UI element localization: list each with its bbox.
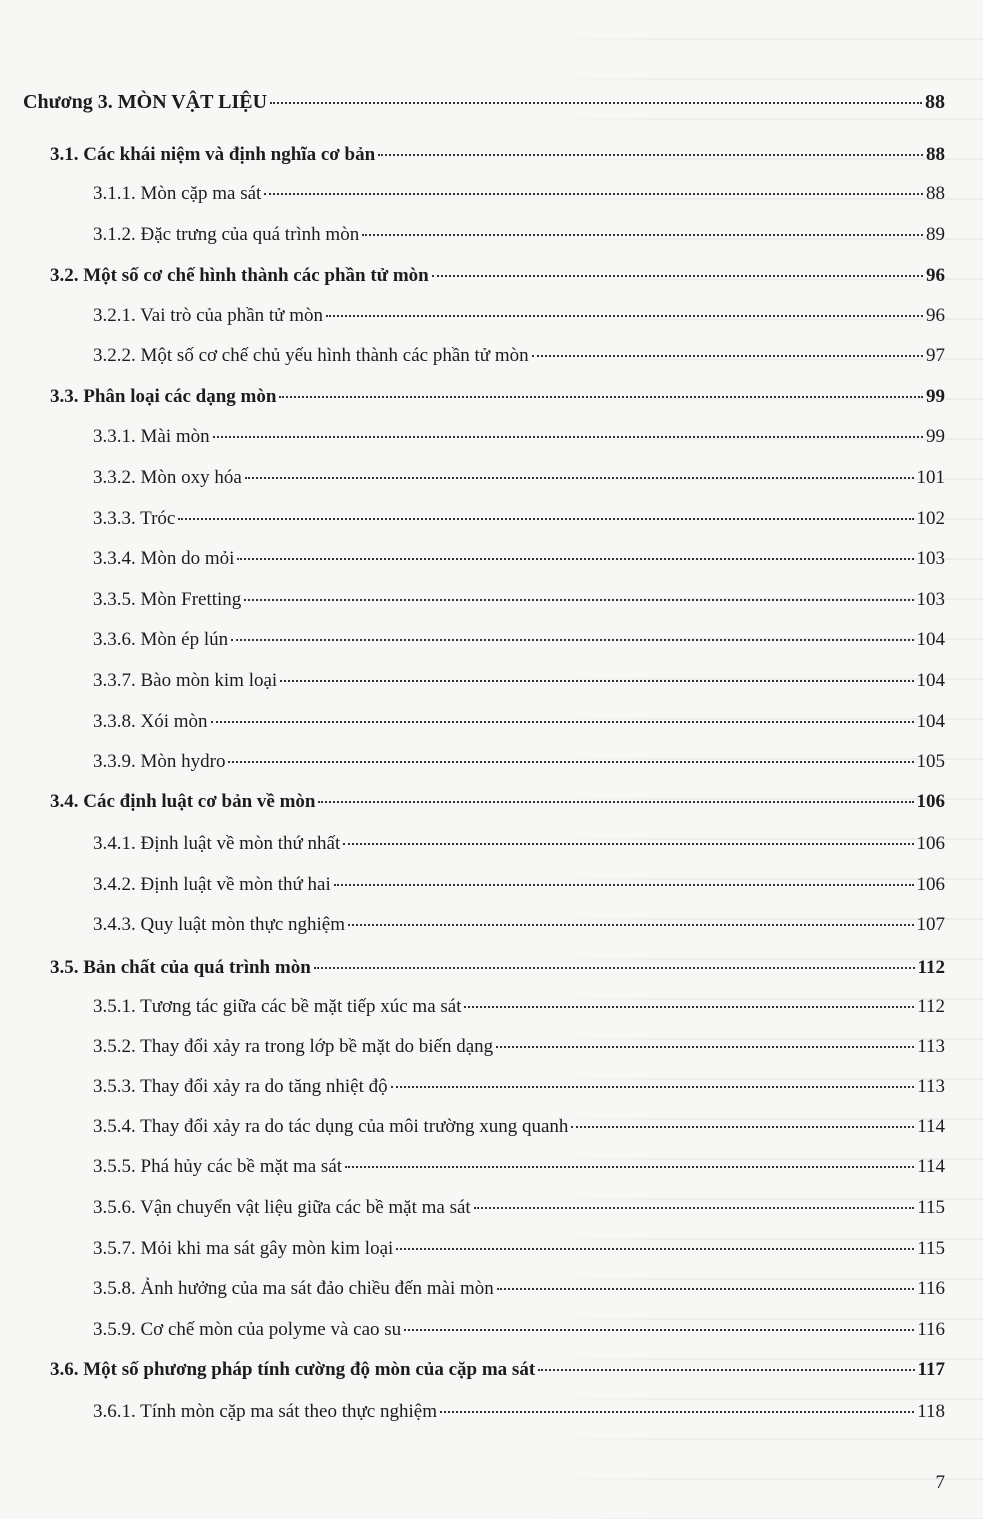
toc-entry: [50, 956, 945, 980]
dot-leader: [178, 518, 913, 520]
toc-entry: [93, 750, 945, 774]
dot-leader: [538, 1369, 914, 1371]
toc-title: 3.3. Phân loại các dạng mòn: [50, 386, 277, 407]
toc-entry: [23, 90, 945, 114]
toc-page: 117: [917, 1359, 945, 1380]
toc-entry: [93, 588, 945, 612]
toc-title: 3.3.1. Mài mòn: [93, 426, 210, 447]
toc-entry: [50, 1358, 945, 1382]
toc-page: 104: [916, 629, 945, 650]
toc-entry: [93, 1155, 945, 1179]
toc-page: 88: [925, 91, 945, 113]
toc-page: 106: [916, 874, 945, 895]
toc-entry: [93, 547, 945, 571]
toc-page: 104: [916, 670, 945, 691]
toc-entry: [93, 1400, 945, 1424]
dot-leader: [245, 477, 914, 479]
toc-page: 106: [916, 791, 945, 812]
toc-title: 3.3.3. Tróc: [93, 508, 176, 529]
toc-entry: [93, 344, 945, 368]
toc-page: 88: [926, 144, 945, 165]
toc-page: 112: [917, 957, 945, 978]
dot-leader: [318, 801, 913, 803]
toc-page: 114: [917, 1156, 945, 1177]
toc-title: 3.1.2. Đặc trưng của quá trình mòn: [93, 224, 360, 245]
toc-title: 3.3.5. Mòn Fretting: [93, 589, 242, 610]
toc-page: 115: [917, 1238, 945, 1259]
toc-title: 3.2.1. Vai trò của phần tử mòn: [93, 305, 323, 326]
toc-title: Chương 3. MÒN VẬT LIỆU: [23, 91, 268, 113]
dot-leader: [228, 761, 913, 763]
dot-leader: [326, 315, 923, 317]
toc-title: 3.5.1. Tương tác giữa các bề mặt tiếp xúc ma sát: [93, 996, 462, 1017]
toc-title: 3.3.8. Xói mòn: [93, 711, 208, 732]
toc-title: 3.5.6. Vận chuyển vật liệu giữa các bề mặt ma sát: [93, 1197, 471, 1218]
dot-leader: [497, 1288, 914, 1290]
toc-entry: [93, 1277, 945, 1301]
toc-title: 3.2.2. Một số cơ chế chủ yếu hình thành các phần tử mòn: [93, 345, 529, 366]
toc-page: 113: [917, 1076, 945, 1097]
toc-entry: [93, 507, 945, 531]
toc-title: 3.3.4. Mòn do mỏi: [93, 548, 235, 569]
toc-entry: [93, 304, 945, 328]
toc-title: 3.2. Một số cơ chế hình thành các phần tử mòn: [50, 265, 429, 286]
dot-leader: [270, 102, 922, 104]
toc-entry: [93, 182, 945, 206]
dot-leader: [334, 884, 914, 886]
toc-entry: [93, 1318, 945, 1342]
dot-leader: [378, 154, 923, 156]
toc-page: 113: [917, 1036, 945, 1057]
toc-page: 115: [917, 1197, 945, 1218]
toc-title: 3.1.1. Mòn cặp ma sát: [93, 183, 262, 204]
toc-page: 88: [926, 183, 945, 204]
toc-title: 3.5.7. Mỏi khi ma sát gây mòn kim loại: [93, 1238, 394, 1259]
dot-leader: [237, 558, 913, 560]
toc-title: 3.3.6. Mòn ép lún: [93, 629, 229, 650]
dot-leader: [279, 396, 923, 398]
toc-page: 89: [926, 224, 945, 245]
toc-title: 3.5.9. Cơ chế mòn của polyme và cao su: [93, 1319, 402, 1340]
toc-page: 103: [916, 548, 945, 569]
toc-title: 3.5. Bản chất của quá trình mòn: [50, 957, 311, 978]
toc-page: 107: [916, 914, 945, 935]
dot-leader: [345, 1166, 914, 1168]
toc-page: 106: [916, 833, 945, 854]
dot-leader: [244, 599, 913, 601]
dot-leader: [464, 1006, 914, 1008]
dot-leader: [474, 1207, 915, 1209]
toc-title: 3.5.8. Ảnh hưởng của ma sát đảo chiều đến mài mòn: [93, 1278, 494, 1299]
toc-entry: [93, 1237, 945, 1261]
toc-title: 3.4. Các định luật cơ bản về mòn: [50, 791, 316, 812]
toc-entry: [93, 1075, 945, 1099]
dot-leader: [440, 1411, 914, 1413]
toc-page: 116: [917, 1278, 945, 1299]
toc-title: 3.3.2. Mòn oxy hóa: [93, 467, 242, 488]
toc-entry: [93, 913, 945, 937]
toc-page: 114: [917, 1116, 945, 1137]
toc-title: 3.6.1. Tính mòn cặp ma sát theo thực nghiệm: [93, 1401, 437, 1422]
toc-entry: [93, 1115, 945, 1139]
dot-leader: [280, 680, 913, 682]
dot-leader: [496, 1046, 914, 1048]
dot-leader: [314, 967, 915, 969]
toc-title: 3.5.2. Thay đổi xảy ra trong lớp bề mặt do biến dạng: [93, 1036, 494, 1057]
toc-page: 99: [926, 426, 945, 447]
toc-entry: [93, 710, 945, 734]
toc-page: 96: [926, 265, 945, 286]
toc-entry: [93, 466, 945, 490]
toc-entry: [50, 790, 945, 814]
toc-page: 105: [916, 751, 945, 772]
toc-title: 3.4.2. Định luật về mòn thứ hai: [93, 874, 331, 895]
dot-leader: [362, 234, 923, 236]
dot-leader: [264, 193, 923, 195]
page-number: 7: [935, 1472, 945, 1493]
toc-title: 3.4.3. Quy luật mòn thực nghiệm: [93, 914, 345, 935]
toc-entry: [93, 1196, 945, 1220]
toc-page: 116: [917, 1319, 945, 1340]
toc-page: 97: [926, 345, 945, 366]
dot-leader: [532, 355, 923, 357]
toc-entry: [50, 143, 945, 167]
toc-entry: [93, 1035, 945, 1059]
toc-title: 3.3.9. Mòn hydro: [93, 751, 226, 772]
toc-page: 101: [916, 467, 945, 488]
dot-leader: [213, 436, 923, 438]
toc-entry: [93, 995, 945, 1019]
toc-title: 3.3.7. Bào mòn kim loại: [93, 670, 278, 691]
toc-title: 3.4.1. Định luật về mòn thứ nhất: [93, 833, 341, 854]
toc-page: 104: [916, 711, 945, 732]
toc-title: 3.1. Các khái niệm và định nghĩa cơ bản: [50, 144, 376, 165]
toc-entry: [93, 628, 945, 652]
toc-page: 112: [917, 996, 945, 1017]
toc-title: 3.5.4. Thay đổi xảy ra do tác dụng của môi trường xung quanh: [93, 1116, 569, 1137]
toc-entry: [93, 669, 945, 693]
toc-entry: [93, 425, 945, 449]
toc-entry: [93, 223, 945, 247]
dot-leader: [396, 1248, 914, 1250]
toc-page: 99: [926, 386, 945, 407]
dot-leader: [231, 639, 913, 641]
toc-entry: [93, 873, 945, 897]
toc-title: 3.6. Một số phương pháp tính cường độ mòn của cặp ma sát: [50, 1359, 536, 1380]
toc-page: 102: [916, 508, 945, 529]
toc-page: 118: [917, 1401, 945, 1422]
toc-page: 96: [926, 305, 945, 326]
dot-leader: [432, 275, 923, 277]
toc-entry: [50, 264, 945, 288]
dot-leader: [571, 1126, 914, 1128]
dot-leader: [343, 843, 913, 845]
toc-page: 103: [916, 589, 945, 610]
dot-leader: [348, 924, 914, 926]
toc-title: 3.5.5. Phá hủy các bề mặt ma sát: [93, 1156, 343, 1177]
toc-entry: [50, 385, 945, 409]
toc-title: 3.5.3. Thay đổi xảy ra do tăng nhiệt độ: [93, 1076, 388, 1097]
dot-leader: [391, 1086, 915, 1088]
dot-leader: [404, 1329, 914, 1331]
toc-entry: [93, 832, 945, 856]
dot-leader: [211, 721, 914, 723]
